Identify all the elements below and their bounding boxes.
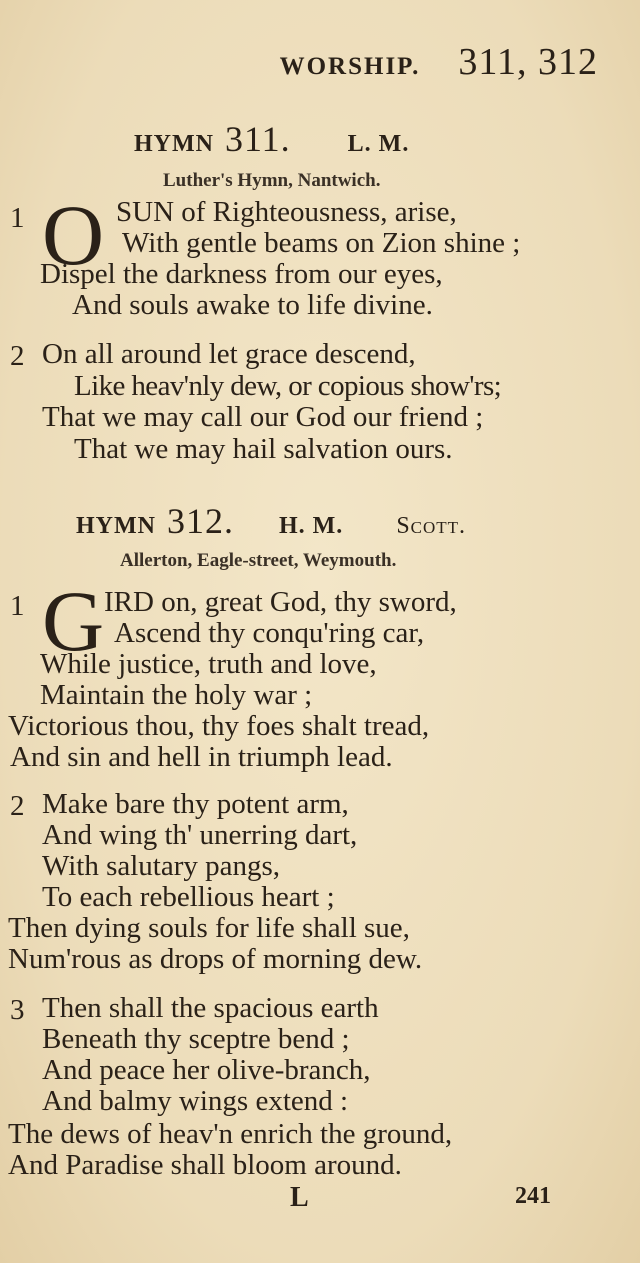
verse-line: Make bare thy potent arm, <box>42 788 349 820</box>
verse-line: Beneath thy sceptre bend ; <box>42 1023 350 1055</box>
verse-line: The dews of heav'n enrich the ground, <box>8 1118 453 1150</box>
verse-line: Ascend thy conqu'ring car, <box>114 617 425 649</box>
verse-number: 1 <box>10 590 25 622</box>
verse-line: Then shall the spacious earth <box>42 992 379 1024</box>
hymn-author: Scott. <box>396 513 467 539</box>
verse-line: On all around let grace descend, <box>42 338 416 370</box>
hymn-meter: H. M. <box>278 513 344 539</box>
page-number: 241 <box>515 1183 551 1209</box>
verse-line: With gentle beams on Zion shine ; <box>122 227 521 259</box>
hymn-312-tunes: Allerton, Eagle-street, Weymouth. <box>120 550 397 571</box>
verse-number: 3 <box>10 994 25 1026</box>
verse-line: That we may call our God our friend ; <box>42 401 484 433</box>
verse-line: And Paradise shall bloom around. <box>8 1149 402 1181</box>
hymn-label: HYMN <box>134 131 214 157</box>
verse-line: SUN of Righteousness, arise, <box>116 196 457 228</box>
verse-line: Maintain the holy war ; <box>40 679 313 711</box>
verse-number: 2 <box>10 790 25 822</box>
hymn-meter: L. M. <box>347 131 410 157</box>
verse-line: IRD on, great God, thy sword, <box>104 586 457 618</box>
signature-mark: L <box>290 1182 309 1213</box>
verse-line: And souls awake to life divine. <box>72 289 433 321</box>
verse-line: Like heav'nly dew, or copious show'rs; <box>74 370 502 402</box>
drop-cap: O <box>42 187 105 283</box>
hymn-range: 311, 312 <box>458 41 598 83</box>
hymn-number: 311. <box>224 119 291 159</box>
running-head <box>280 40 598 84</box>
section-title: WORSHIP. <box>279 53 421 80</box>
verse-number: 2 <box>10 340 25 372</box>
hymn-label: HYMN <box>76 513 156 539</box>
verse-line: Num'rous as drops of morning dew. <box>8 943 423 975</box>
hymn-311-tunes: Luther's Hymn, Nantwich. <box>163 170 381 191</box>
verse-line: And peace her olive-branch, <box>42 1054 371 1086</box>
verse-line: Victorious thou, thy foes shalt tread, <box>8 710 430 742</box>
hymn-312-heading <box>76 500 466 542</box>
verse-line: And wing th' unerring dart, <box>42 819 358 851</box>
verse-line: That we may hail salvation ours. <box>74 433 453 465</box>
verse-line: Dispel the darkness from our eyes, <box>40 258 443 290</box>
verse-line: And sin and hell in triumph lead. <box>10 741 393 773</box>
verse-line: While justice, truth and love, <box>40 648 377 680</box>
drop-cap: G <box>42 573 105 669</box>
verse-line: Then dying souls for life shall sue, <box>8 912 410 944</box>
verse-line: And balmy wings extend : <box>42 1085 349 1117</box>
verse-line: To each rebellious heart ; <box>42 881 335 913</box>
hymn-311-heading <box>134 118 409 160</box>
hymn-number: 312. <box>166 501 234 541</box>
verse-number: 1 <box>10 202 25 234</box>
verse-line: With salutary pangs, <box>42 850 281 882</box>
